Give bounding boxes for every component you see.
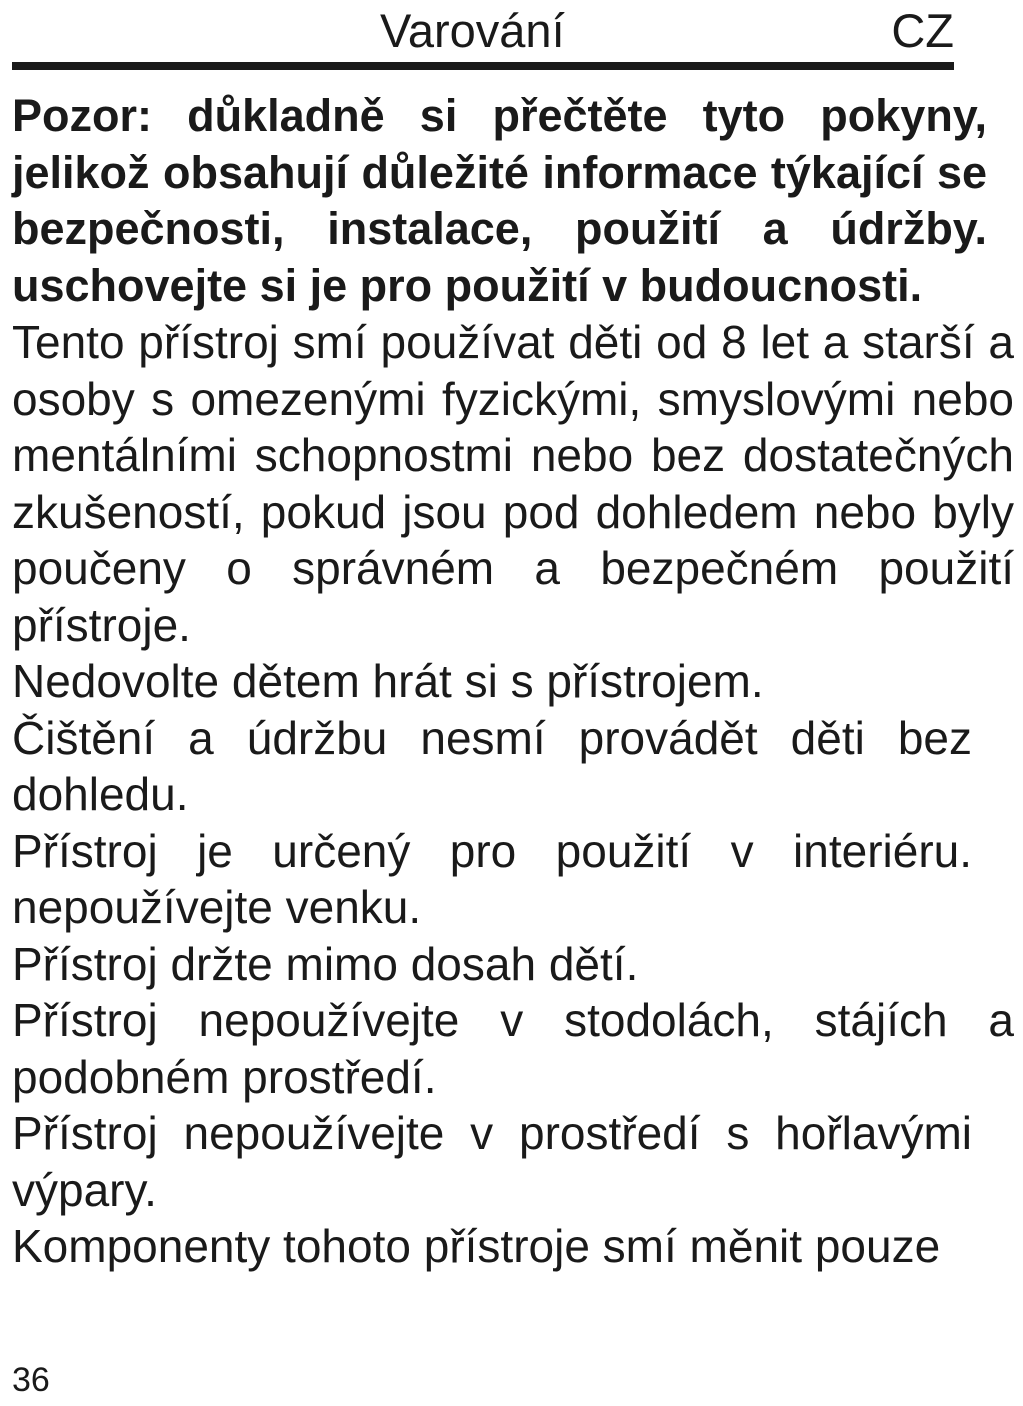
language-code: CZ	[891, 4, 954, 57]
page-number: 36	[12, 1361, 50, 1399]
paragraph-indoor-use: Přístroj je určený pro použití v interiéru. nepoužívejte venku.	[12, 824, 972, 933]
paragraph-flammable: Přístroj nepoužívejte v prostředí s hořlavými výpary.	[12, 1107, 972, 1216]
paragraph-children-play: Nedovolte dětem hrát si s přístrojem.	[12, 655, 764, 707]
paragraph-usage-restrictions: Tento přístroj smí používat děti od 8 let a starší a osoby s omezenými fyzickými, smyslovými nebo mentálními schopnostmi nebo bez dostatečných zkušeností, pokud jsou pod dohledem nebo byly poučeny o správném a bezpečném použití přístroje.	[12, 316, 1014, 651]
warning-intro: Pozor: důkladně si přečtěte tyto pokyny, jelikož obsahují důležité informace týkající se bezpečnosti, instalace, použití a údržby. uschovejte si je pro použití v budoucnosti.	[12, 90, 987, 311]
header-divider	[12, 62, 954, 70]
page-header	[12, 0, 954, 62]
paragraph-components: Komponenty tohoto přístroje smí měnit pouze	[12, 1220, 941, 1272]
paragraph-barns: Přístroj nepoužívejte v stodolách, stájích a podobném prostředí.	[12, 994, 1014, 1103]
paragraph-keep-away: Přístroj držte mimo dosah dětí.	[12, 937, 639, 990]
paragraph-cleaning: Čištění a údržbu nesmí provádět děti bez dohledu.	[12, 711, 972, 820]
warning-content	[12, 88, 1014, 1275]
section-title: Varování	[380, 4, 565, 57]
